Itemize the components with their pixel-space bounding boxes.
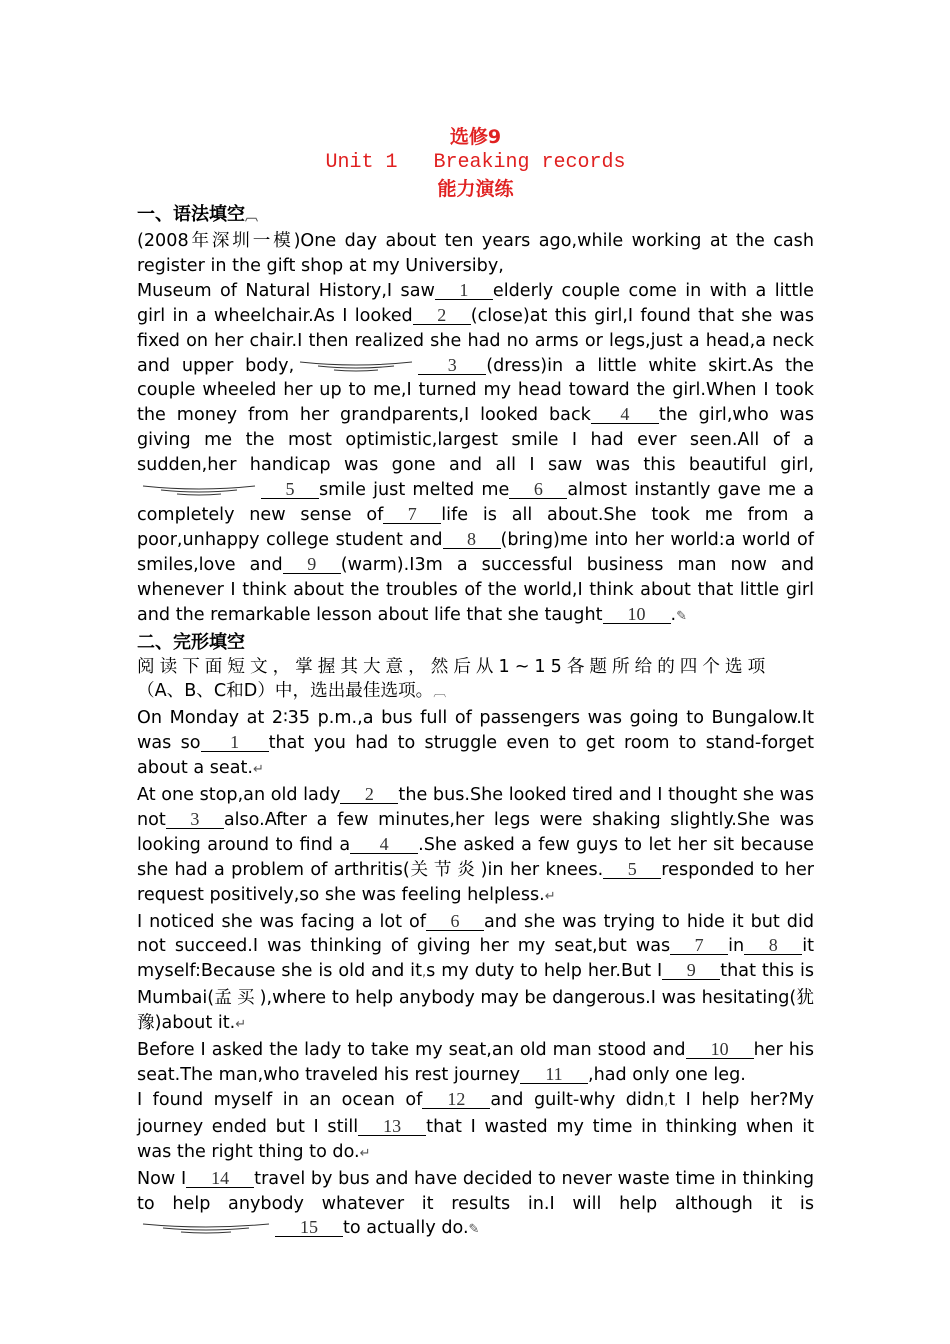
title-block [137,124,814,202]
cloze-paragraph-6: Now I 14 travel by bus and have decided to never waste time in thinking to help anybody whatever it results in.I will help although it is15 to actually do.✎ [137,1167,814,1239]
section2-instructions: 阅读下面短文，掌握其大意，然后从1~15各题所给的四个选项 （A、B、C和D）中，选出最佳选项。︹ [137,656,771,702]
blank-2[interactable]: 2 [413,307,471,325]
paragraph-mark-icon: ↵ [544,888,556,904]
blank-8[interactable]: 8 [443,531,501,549]
cloze-blank-2[interactable]: 2 [340,786,398,804]
cloze-blank-15[interactable]: 15 [275,1219,343,1237]
blank-3[interactable]: 3 [418,357,486,375]
cloze-paragraph-4: Before I asked the lady to take my seat,an old man stood and 10 her his seat.The man,who traveled his rest journey 11 ,had only one leg. [137,1039,814,1085]
cloze-blank-12[interactable]: 12 [422,1091,490,1109]
blank-5[interactable]: 5 [261,481,319,499]
paragraph-mark-icon: ↵ [359,1145,371,1161]
cloze-blank-14[interactable]: 14 [186,1170,254,1188]
section-end-mark-icon: ✎ [468,1222,480,1238]
blank-9[interactable]: 9 [283,556,341,574]
cloze-blank-10[interactable]: 10 [686,1041,754,1059]
cloze-paragraph-5: I found myself in an ocean of 12 and guilt-why didn,t I help her?My journey ended but I still 13 that I wasted my time in thinking when it was the right thing to do.↵ [137,1088,814,1162]
cloze-paragraph-1: On Monday at 2∶35 p.m.,a bus full of passengers was going to Bungalow.It was so 1 that you had to struggle even to get room to stand-forget about a seat.↵ [137,708,814,779]
paragraph-mark-icon: ︹ [433,685,447,701]
blank-7[interactable]: 7 [383,506,441,524]
cloze-blank-13[interactable]: 13 [358,1118,426,1136]
cloze-blank-8[interactable]: 8 [744,937,802,955]
cloze-blank-5[interactable]: 5 [603,861,661,879]
title-practice: 能力演练 [437,178,514,200]
cloze-blank-11[interactable]: 11 [520,1066,588,1084]
cloze-paragraph-3: I noticed she was facing a lot of 6 and she was trying to hide it but did not succeed.I was thinking of giving her my seat,but was 7 in 8 it myself:Because she is old and it,s my duty to help her.But I 9 that this is Mumbai(孟买),where to help anybody may be dangerous.I was hesitating(犹豫)about it.↵ [137,910,814,1034]
cloze-blank-6[interactable]: 6 [426,913,484,931]
blank-1[interactable]: 1 [435,282,493,300]
paragraph-mark-icon: ↵ [235,1017,247,1033]
cloze-blank-7[interactable]: 7 [670,937,728,955]
cloze-blank-1[interactable]: 1 [201,734,269,752]
blank-4[interactable]: 4 [591,406,659,424]
cloze-paragraph-2: At one stop,an old lady 2 the bus.She looked tired and I thought she was not 3 also.After a few minutes,her legs were shaking slightly.She was looking around to find a 4 .She asked a few guys to let her sit because she had a problem of arthritis(关节炎)in her knees. 5 responded to her request positively,so she was feeling helpless.↵ [137,784,815,905]
section2-heading: 二、完形填空 [137,631,245,653]
blank-10[interactable]: 10 [603,606,671,624]
paragraph-mark-icon: ︹ [245,209,259,224]
title-unit: Unit 1 Breaking records [325,151,626,174]
section1-heading: 一、语法填空︹ [137,204,259,225]
cloze-blank-9[interactable]: 9 [662,962,720,980]
document-page [137,124,814,1243]
blank-6[interactable]: 6 [509,481,567,499]
wavy-underline-icon [298,359,414,373]
paragraph-mark-icon: ↵ [253,762,264,778]
title-module: 选修9 [449,126,502,148]
wavy-underline-icon [141,483,257,497]
cloze-blank-3[interactable]: 3 [166,811,224,829]
section-end-mark-icon: ✎ [676,608,688,624]
section1-passage: (2008年深圳一模)One day about ten years ago,while working at the cash register in the gift shop at my Universiby, Museum of Natural History,I saw 1 elderly couple come in with a little girl in a wheelchair.As I looked 2 (close)at this girl,I found that she was fixed on her chair.I then realized she had no arms or legs,just a head,a neck and upper body, 3 (dress)in a little white skirt.As the couple wheeled her up to me,I turned my head toward the girl.When I took the money from her grandparents,I looked back 4 the girl,who was giving me the most optimistic,largest smile I had ever seen.All of a sudden,her handicap was gone and all I saw was this beautiful girl,5 smile just melted me 6 almost instantly gave me a completely new sense of 7 life is all about.She took me from a poor,unhappy college student and 8 (bring)me into her world:a world of smiles,love and 9 (warm).I3m a successful business man now and whenever I think about the troubles of the world,I think about that little girl and the remarkable lesson about life that she taught 10 .✎ [137,231,815,625]
wavy-underline-icon [141,1221,271,1235]
cloze-blank-4[interactable]: 4 [350,836,418,854]
